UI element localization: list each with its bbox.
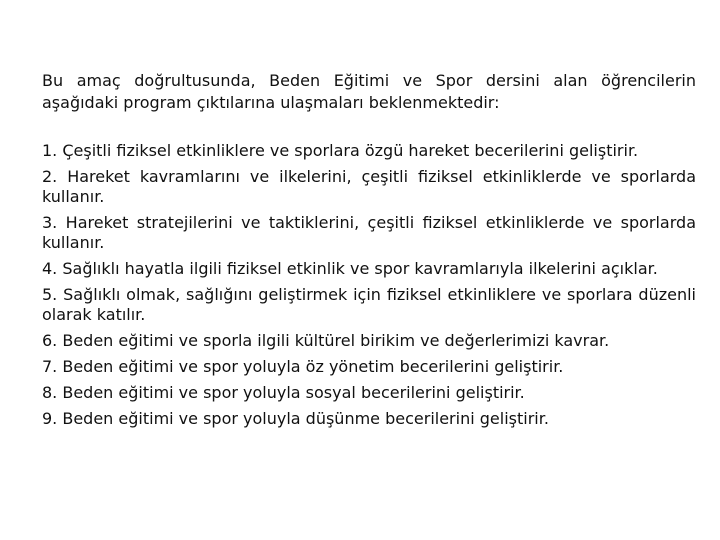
- outcomes-list: [42, 141, 696, 429]
- outcome-item: 1. Çeşitli fiziksel etkinliklere ve sporlara özgü hareket becerilerini geliştirir.: [42, 141, 639, 160]
- outcome-item: 6. Beden eğitimi ve sporla ilgili kültürel birikim ve değerlerimizi kavrar.: [42, 331, 610, 350]
- outcome-item: 7. Beden eğitimi ve spor yoluyla öz yönetim becerilerini geliştirir.: [42, 357, 564, 376]
- intro-paragraph: Bu amaç doğrultusunda, Beden Eğitimi ve Spor dersini alan öğrencilerin aşağıdaki program çıktılarına ulaşmaları beklenmektedir:: [42, 71, 696, 112]
- outcome-item: 4. Sağlıklı hayatla ilgili fiziksel etkinlik ve spor kavramlarıyla ilkelerini açıklar.: [42, 259, 658, 278]
- outcome-item: 5. Sağlıklı olmak, sağlığını geliştirmek için fiziksel etkinliklere ve sporlara düzenli olarak katılır.: [42, 285, 696, 324]
- outcome-item: 9. Beden eğitimi ve spor yoluyla düşünme becerilerini geliştirir.: [42, 409, 549, 428]
- outcome-item: 2. Hareket kavramlarını ve ilkelerini, çeşitli fiziksel etkinliklerde ve sporlarda kullanır.: [42, 167, 696, 206]
- slide-content: [42, 70, 696, 435]
- outcome-item: 3. Hareket stratejilerini ve taktiklerini, çeşitli fiziksel etkinliklerde ve sporlarda kullanır.: [42, 213, 696, 252]
- outcome-item: 8. Beden eğitimi ve spor yoluyla sosyal becerilerini geliştirir.: [42, 383, 525, 402]
